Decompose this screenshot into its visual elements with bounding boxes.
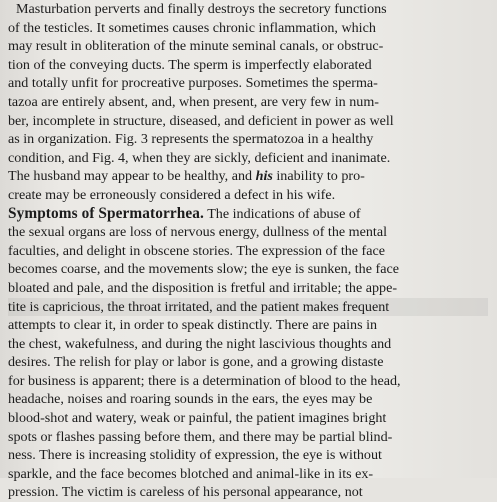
paragraph2-line-9: for business is apparent; there is a determination of blood to the head, (8, 372, 401, 389)
paragraph1-line-3: may result in obliteration of the minute seminal canals, or obstruc- (8, 38, 384, 55)
paragraph1-line-9: condition, and Fig. 4, when they are sickly, deficient and inanimate. (8, 149, 391, 166)
paragraph2-line-1: the sexual organs are loss of nervous energy, dullness of the mental (8, 224, 388, 241)
heading-continuation: The indications of abuse of (203, 205, 361, 222)
paragraph2-line-3: becomes coarse, and the movements slow; the eye is sunken, the face (8, 261, 399, 278)
paragraph2-line-15: pression. The victim is careless of his personal appearance, not (8, 484, 363, 501)
paragraph1-line-2: of the testicles. It sometimes causes chronic inflammation, which (8, 19, 376, 36)
section-heading: Symptoms of Spermatorrhea. (8, 204, 204, 222)
paragraph2-line-12: spots or flashes passing before them, and there may be partial blind- (8, 428, 393, 445)
page-text (8, 0, 488, 502)
paragraph1-line-6: tazoa are entirely absent, and, when present, are very few in num- (8, 93, 379, 110)
italic-word: his (255, 168, 273, 185)
paragraph1-line-5: and totally unfit for procreative purposes. Sometimes the sperma- (8, 75, 378, 92)
paragraph2-line-14: sparkle, and the face becomes blotched and animal-like in its ex- (8, 465, 374, 482)
paragraph2-line-5: tite is capricious, the throat irritated, and the patient makes frequent (8, 298, 488, 317)
paragraph2-line-7: the chest, wakefulness, and during the night lascivious thoughts and (8, 335, 392, 352)
paragraph1-line-7: ber, incomplete in structure, diseased, and deficient in power as well (8, 112, 394, 129)
paragraph1-line-1: Masturbation perverts and finally destroys the secretory functions (16, 1, 387, 17)
paragraph2-line-10: headache, noises and roaring sounds in the ears, the eyes may be (8, 391, 373, 408)
paragraph1-line-11: create may be erroneously considered a defect in his wife. (8, 186, 336, 203)
paragraph1-line-8: as in organization. Fig. 3 represents the spermatozoa in a healthy (8, 131, 374, 148)
paragraph2-line-13: ness. There is increasing stolidity of expression, the eye is without (8, 447, 382, 464)
paragraph2-line-8: desires. The relish for play or labor is gone, and a growing distaste (8, 354, 384, 371)
paragraph1-line-10 (8, 167, 488, 186)
paragraph2-first-line (8, 205, 488, 224)
paragraph1-line-10-start: The husband may appear to be healthy, and (8, 168, 256, 185)
paragraph2-line-6: attempts to clear it, in order to speak distinctly. There are pains in (8, 317, 378, 334)
paragraph1-line-10-end: inability to pro- (276, 168, 365, 185)
paragraph2-line-2: faculties, and delight in obscene stories. The expression of the face (8, 242, 386, 259)
paragraph2-line-11: blood-shot and watery, weak or painful, the patient imagines bright (8, 410, 387, 427)
paragraph2-line-4: bloated and pale, and the disposition is fretful and irritable; the appe- (8, 279, 398, 296)
paragraph1-line-4: tion of the conveying ducts. The sperm is imperfectly elaborated (8, 56, 372, 73)
